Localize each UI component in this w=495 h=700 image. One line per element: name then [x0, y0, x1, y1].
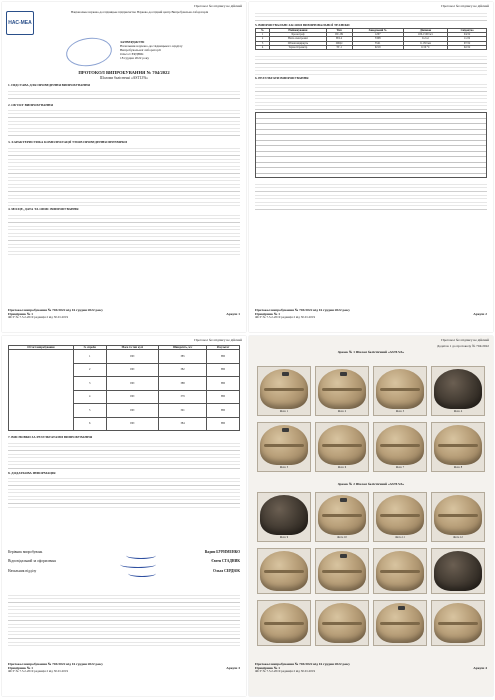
- text-block: [8, 440, 240, 470]
- notes-block: [8, 592, 240, 648]
- helmet-image: [376, 495, 424, 535]
- section-heading: 2. ОБ'ЄКТ ВИПРОБУВАННЯ: [8, 102, 53, 107]
- photo: Фото 10: [315, 492, 369, 542]
- table-row: 6 ПП 384 НП: [9, 417, 240, 431]
- photo: [257, 548, 311, 594]
- helmet-image: [434, 369, 482, 409]
- protocol-title: ПРОТОКОЛ ВИПРОБУВАННЯ № 704/2022: [78, 70, 170, 75]
- footer-protocol: Протокол випробування № 704/2022 від 16 грудня 2022 року: [255, 662, 350, 666]
- table-header: Швидкість, м/с: [159, 346, 207, 350]
- footer-sheet: Аркуш 2: [473, 312, 487, 316]
- photo: [373, 548, 427, 594]
- addendum-label: Додаток 1 до протоколу № 704/2022: [436, 344, 489, 348]
- photo: Фото 9: [257, 492, 311, 542]
- stamp: [64, 35, 113, 69]
- helmet-image: [260, 369, 308, 409]
- photo: [315, 548, 369, 594]
- text-block: [255, 181, 487, 211]
- table-row: 3 ПП 388 НП: [9, 377, 240, 391]
- footer-copy: Примірник № 1: [8, 666, 34, 671]
- footer-protocol: Протокол випробування № 704/2022 від 16 грудня 2022 року: [8, 308, 103, 312]
- header-note: Протокол без підпису не дійсний: [194, 4, 242, 8]
- approve-line: Начальник науково-дослідницького відділу: [120, 44, 183, 48]
- text-block: [8, 212, 240, 258]
- helmet-image: [260, 425, 308, 465]
- table-header: Заводський №: [352, 28, 403, 32]
- photo: [315, 600, 369, 646]
- table-header: Маса та тип кулі: [106, 346, 158, 350]
- table-header: №: [256, 28, 270, 32]
- page-footer: [255, 308, 487, 320]
- footer-form: ФСУ № 7.5.2-2019 редакція 2 від 30.01.2019: [255, 669, 316, 674]
- lab-block: Національне науково-дослідницьке підприємство Науково-дослідний центр Випробувальна лабораторія: [70, 10, 209, 14]
- text-block: [8, 475, 240, 509]
- photo: [257, 600, 311, 646]
- text-block: [8, 145, 240, 207]
- helmet-image: [376, 369, 424, 409]
- page-footer: [255, 662, 487, 674]
- photo-grid-2: [257, 422, 485, 472]
- section-heading: 1. ПІДСТАВА ДЛЯ ПРОВЕДЕННЯ ВИПРОБУВАННЯ: [8, 83, 90, 88]
- table-header: Діапазон: [403, 28, 447, 32]
- helmet-image: [376, 551, 424, 591]
- helmet-image: [376, 603, 424, 643]
- approve-block: [120, 40, 240, 60]
- photo: Фото 12: [431, 492, 485, 542]
- photo: [373, 600, 427, 646]
- header-note: Протокол без підпису не дійсний: [194, 338, 242, 342]
- helmet-image: [434, 425, 482, 465]
- page-footer: [8, 308, 240, 320]
- helmet-image: [260, 495, 308, 535]
- approve-line: Ольга СЕРДЮК: [120, 52, 144, 56]
- table-header: Свідоцтво: [448, 28, 487, 32]
- helmet-image: [376, 425, 424, 465]
- footer-form: ФСУ № 7.5.2-2019 редакція 2 від 30.01.2019: [8, 315, 69, 320]
- photo-grid-1: [257, 366, 485, 416]
- signature-mark: [126, 552, 156, 559]
- page-2: [249, 2, 493, 332]
- table-row: 4 Термогігрометр ТГ-1 0219 0-50 °C 02/22: [256, 45, 487, 49]
- footer-protocol: Протокол випробування № 704/2022 від 16 грудня 2022 року: [255, 308, 350, 312]
- table-header: Результат: [207, 346, 240, 350]
- footer-copy: Примірник № 1: [255, 312, 281, 317]
- table-row: 5 ПП 391 НП: [9, 404, 240, 418]
- section-heading: 6. РЕЗУЛЬТАТИ ВИПРОБУВАННЯ: [255, 75, 309, 80]
- page-4: [249, 336, 493, 696]
- section-heading: 5. ВИПРОБУВАЛЬНІ ЗАСОБИ ВИМІРЮВАЛЬНОЇ ТЕХНІКИ: [255, 22, 350, 27]
- footer-copy: Примірник № 1: [8, 312, 34, 317]
- footer-sheet: Аркуш 3: [226, 666, 240, 670]
- photo-set-title: Зразок № 1 Шолом балістичний «ASTLVA»: [337, 350, 405, 354]
- accreditation-logo: НАС-МЕА: [6, 11, 34, 35]
- table-header: Тип: [326, 28, 352, 32]
- helmet-image: [260, 551, 308, 591]
- page-1: [2, 2, 246, 332]
- helmet-image: [434, 603, 482, 643]
- footer-form: ФСУ № 7.5.2-2019 редакція 2 від 30.01.2019: [255, 315, 316, 320]
- header-note: Протокол без підпису не дійсний: [441, 4, 489, 8]
- photo-set-title: Зразок № 2 Шолом балістичний «ASTLVA»: [337, 482, 405, 486]
- helmet-image: [318, 369, 366, 409]
- text-block: [8, 88, 240, 102]
- signature-row: Начальник відділу Ольга СЕРДЮК: [8, 568, 240, 573]
- table-header: № спроби: [73, 346, 106, 350]
- approve-label: ЗАТВЕРДЖУЮ: [120, 40, 145, 44]
- approve-line: Випробувальної лабораторії: [120, 48, 161, 52]
- photo-grid-5: [257, 600, 485, 646]
- helmet-image: [318, 425, 366, 465]
- photo: Фото 8: [431, 422, 485, 472]
- results-table: [255, 112, 487, 178]
- helmet-image: [434, 495, 482, 535]
- footer-copy: Примірник № 1: [255, 666, 281, 671]
- photo: [431, 548, 485, 594]
- text-block: [255, 10, 487, 22]
- photo: Фото 5: [257, 422, 311, 472]
- signature-row: Керівник випробувань Вадим БУРИМЕНКО: [8, 550, 240, 554]
- text-block: [255, 81, 487, 111]
- protocol-subtitle: Шоломи балістичні «ASTLVA»: [100, 76, 148, 80]
- photo: [431, 600, 485, 646]
- page-3: [2, 336, 246, 696]
- signature-row: Відповідальний за оформлення Євген СТАДНИК: [8, 559, 240, 564]
- helmet-image: [318, 603, 366, 643]
- photo: Фото 3: [373, 366, 427, 416]
- page-footer: [8, 662, 240, 674]
- signature-mark: [128, 570, 156, 577]
- test-results-table: [8, 345, 240, 431]
- table-row: 2 Ваги електронні ВЛ-2 3308 0-2 кг 11/22: [256, 37, 487, 41]
- photo: Фото 6: [315, 422, 369, 472]
- section-heading: 8. ДОДАТКОВА ІНФОРМАЦІЯ: [8, 470, 56, 475]
- header-note: Протокол без підпису не дійсний: [441, 338, 489, 342]
- section-heading: 4. МІСЦЕ, ДАТА ТА ОПИС ВИПРОБУВАННЯ: [8, 207, 79, 212]
- text-block: [255, 53, 487, 75]
- table-row: 2 ПП 382 НП: [9, 363, 240, 377]
- photo: Фото 4: [431, 366, 485, 416]
- text-block: [8, 107, 240, 139]
- section-heading: 3. ХАРАКТЕРИСТИКА КОМПЛЕКТАЦІЇ УМОВ ПРОВЕДЕННЯ ПЕРЕВІРКИ: [8, 139, 127, 144]
- photo: Фото 1: [257, 366, 311, 416]
- photo: Фото 2: [315, 366, 369, 416]
- signatures: [8, 550, 240, 573]
- footer-sheet: Аркуш 1: [226, 312, 240, 316]
- equipment-table: [255, 28, 487, 50]
- photo-grid-4: [257, 548, 485, 594]
- footer-sheet: Аркуш 4: [473, 666, 487, 670]
- signature-mark: [120, 561, 156, 568]
- footer-protocol: Протокол випробування № 704/2022 від 16 грудня 2022 року: [8, 662, 103, 666]
- photo-grid-3: [257, 492, 485, 542]
- table-row: 1 Хронограф ИС-99 1207 100-1500 м/с 04/22: [256, 33, 487, 37]
- approve-line: 18 грудня 2022 року: [120, 56, 150, 60]
- helmet-image: [434, 551, 482, 591]
- section-heading: 7. ВИСНОВКИ ЗА РЕЗУЛЬТАТАМИ ВИПРОБУВАННЯ: [8, 435, 93, 440]
- table-header: Об'єкт випробування: [9, 346, 74, 350]
- table-row: 1 ПП 385 НП: [9, 350, 240, 364]
- helmet-image: [318, 551, 366, 591]
- photo: Фото 7: [373, 422, 427, 472]
- table-header: Найменування: [270, 28, 327, 32]
- footer-form: ФСУ № 7.5.2-2019 редакція 2 від 30.01.2019: [8, 669, 69, 674]
- helmet-image: [260, 603, 308, 643]
- helmet-image: [318, 495, 366, 535]
- table-row: 4 ПП 379 НП: [9, 390, 240, 404]
- photo: Фото 11: [373, 492, 427, 542]
- table-row: 3 Штангенциркуль ШЦ-І 5541 0-150 мм 07/22: [256, 41, 487, 45]
